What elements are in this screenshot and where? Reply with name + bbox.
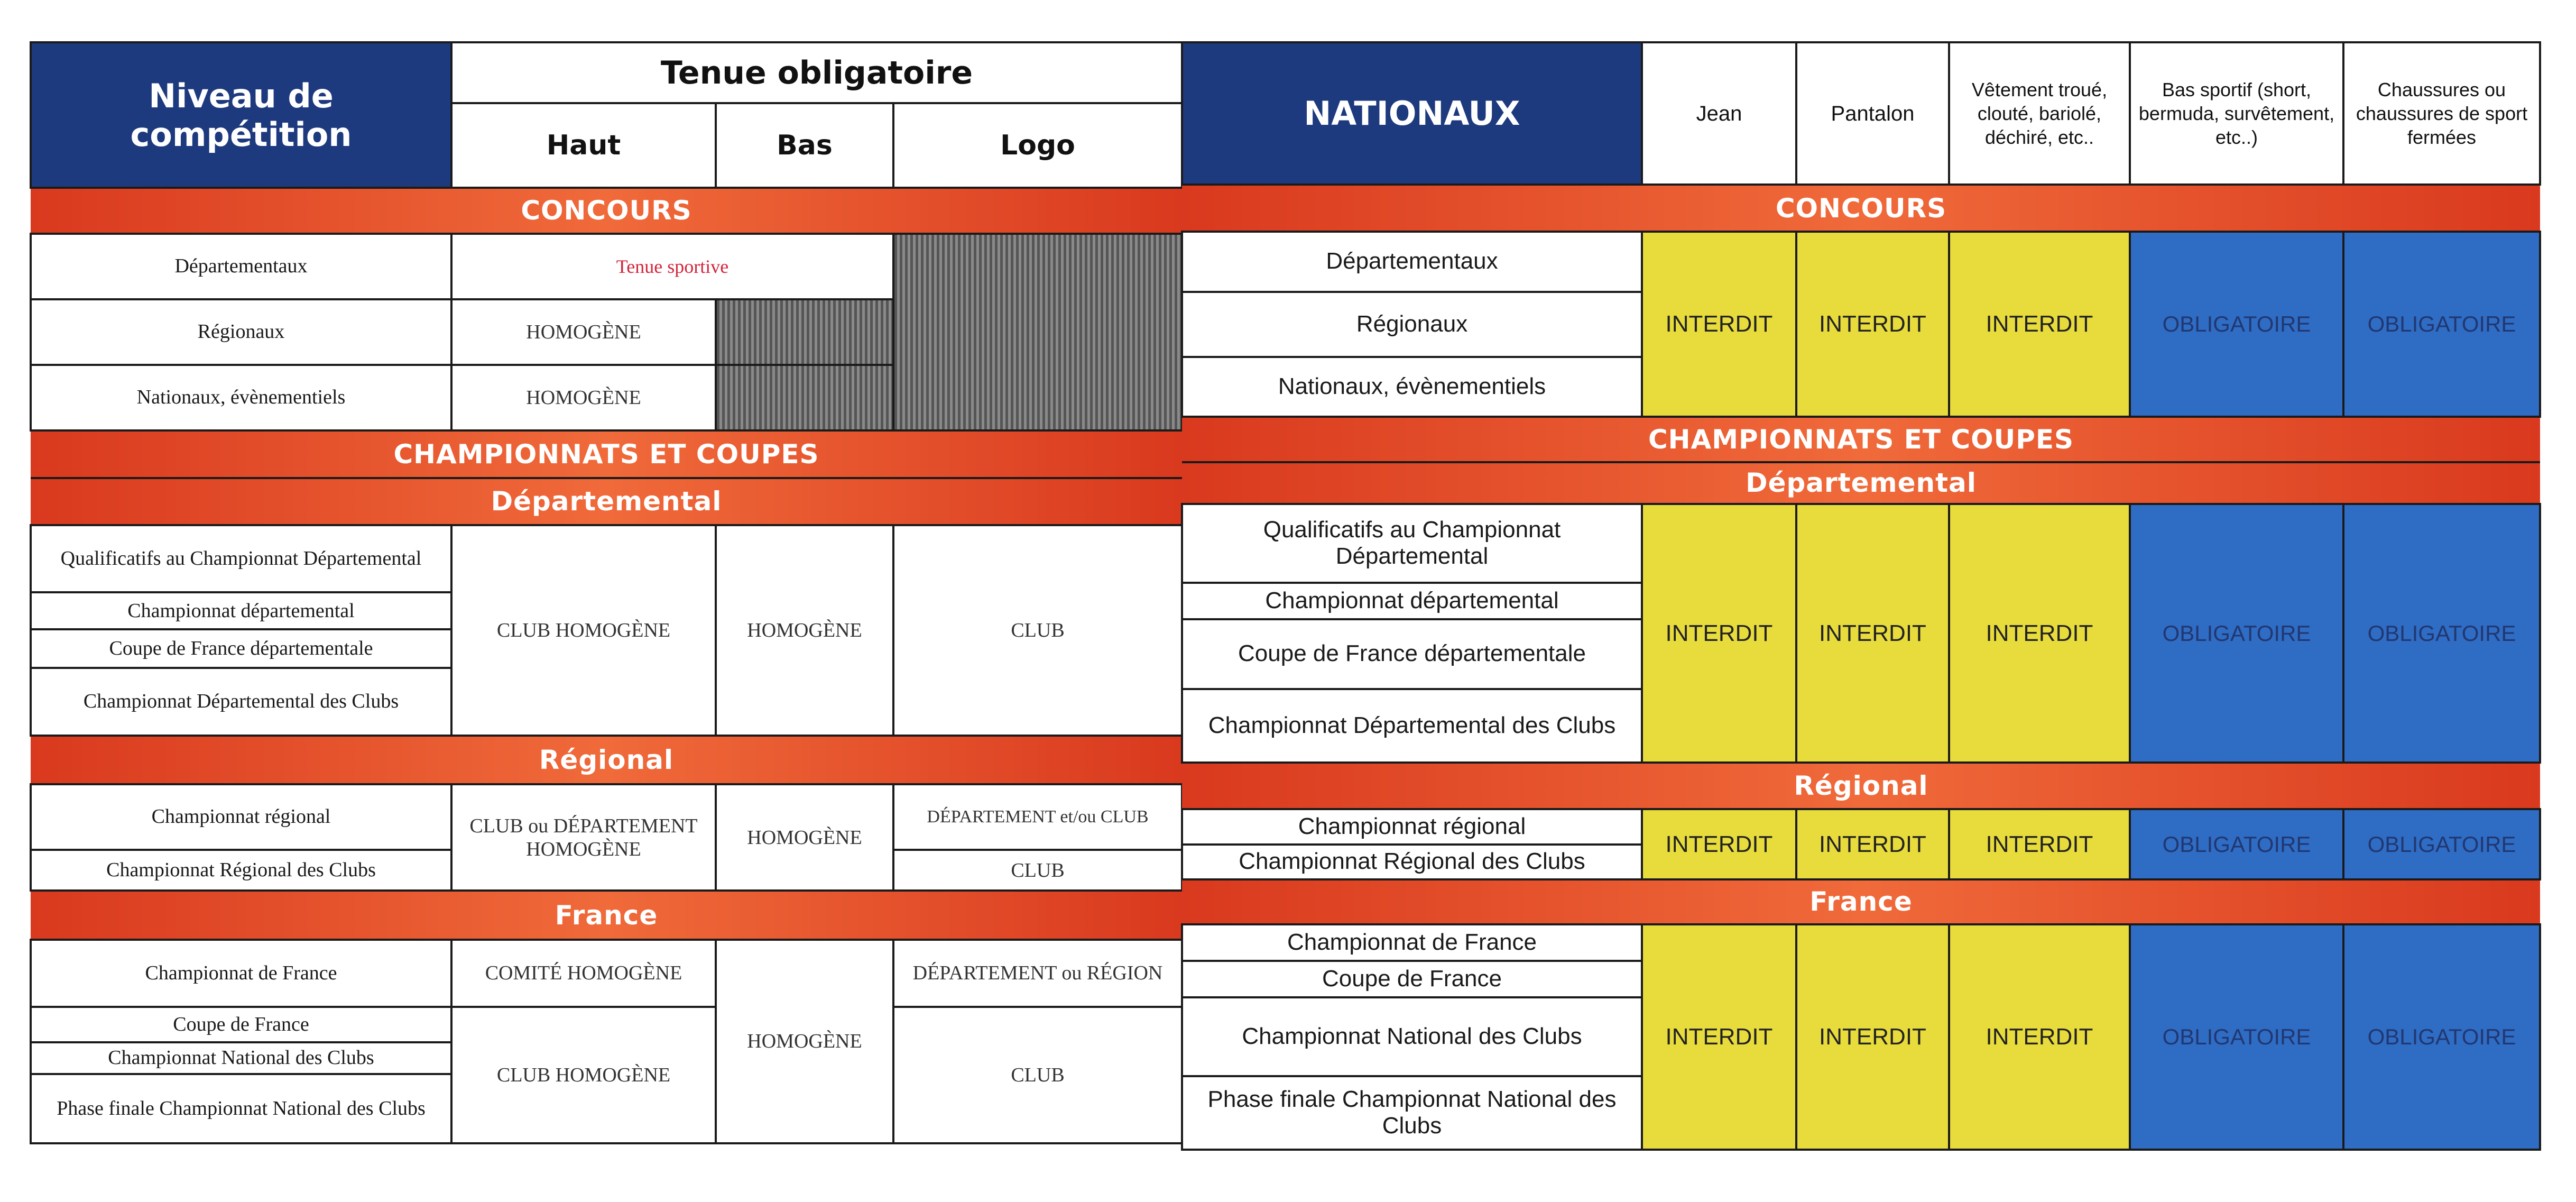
regional-band-right: Régional <box>1182 763 2540 809</box>
nationaux-evenementiels-label: Nationaux, évènementiels <box>31 365 451 430</box>
left-table <box>30 41 1183 1144</box>
vetement-header: Vêtement troué, clouté, bariolé, déchiré, etc.. <box>1949 42 2130 185</box>
france-band: France <box>31 891 1182 939</box>
niveau-header: Niveau de compétition <box>31 42 451 188</box>
fr-jean: INTERDIT <box>1642 924 1796 1150</box>
nationaux-haut: HOMOGÈNE <box>451 365 716 430</box>
champ-regional-clubs-label-right: Championnat Régional des Clubs <box>1182 845 1642 879</box>
phase-finale-label: Phase finale Championnat National des Clubs <box>31 1074 451 1143</box>
reg-pantalon: INTERDIT <box>1796 809 1949 879</box>
fr-logo-2: CLUB <box>893 1007 1182 1143</box>
dep-pantalon: INTERDIT <box>1796 504 1949 763</box>
championnats-band: CHAMPIONNATS ET COUPES <box>31 430 1182 478</box>
fr-bas-sportif: OBLIGATOIRE <box>2130 924 2343 1150</box>
qualificatifs-label-right: Qualificatifs au Championnat Départemental <box>1182 504 1642 582</box>
dep-bas-sportif: OBLIGATOIRE <box>2130 504 2343 763</box>
regionaux-bas-hatched <box>716 299 893 365</box>
regionaux-haut: HOMOGÈNE <box>451 299 716 365</box>
champ-regional-label: Championnat régional <box>31 784 451 850</box>
champ-regional-label-right: Championnat régional <box>1182 809 1642 844</box>
nationaux-header: NATIONAUX <box>1182 42 1642 185</box>
concours-band: CONCOURS <box>31 188 1182 233</box>
coupe-france-dep-label: Coupe de France départementale <box>31 629 451 668</box>
concours-jean: INTERDIT <box>1642 232 1796 417</box>
tenue-header: Tenue obligatoire <box>451 42 1182 103</box>
pantalon-header: Pantalon <box>1796 42 1949 185</box>
coupe-france-dep-label-right: Coupe de France départementale <box>1182 619 1642 689</box>
fr-pantalon: INTERDIT <box>1796 924 1949 1150</box>
regionaux-label-right: Régionaux <box>1182 292 1642 357</box>
concours-pantalon: INTERDIT <box>1796 232 1949 417</box>
reg-haut: CLUB ou DÉPARTEMENT HOMOGÈNE <box>451 784 716 891</box>
departementaux-label-right: Départementaux <box>1182 232 1642 292</box>
concours-chaussures: OBLIGATOIRE <box>2343 232 2540 417</box>
logo-header: Logo <box>893 103 1182 188</box>
reg-logo-2: CLUB <box>893 850 1182 891</box>
champ-france-label: Championnat de France <box>31 940 451 1007</box>
departementaux-label: Départementaux <box>31 234 451 299</box>
fr-chaussures: OBLIGATOIRE <box>2343 924 2540 1150</box>
reg-bas: HOMOGÈNE <box>716 784 893 891</box>
fr-haut-1: COMITÉ HOMOGÈNE <box>451 940 716 1007</box>
dep-jean: INTERDIT <box>1642 504 1796 763</box>
champ-dep-label-right: Championnat départemental <box>1182 583 1642 619</box>
concours-bas-sportif: OBLIGATOIRE <box>2130 232 2343 417</box>
reg-chaussures: OBLIGATOIRE <box>2343 809 2540 879</box>
bas-header: Bas <box>716 103 893 188</box>
departemental-band-right: Départemental <box>1182 462 2540 504</box>
coupe-france-label: Coupe de France <box>31 1007 451 1042</box>
fr-logo-1: DÉPARTEMENT ou RÉGION <box>893 940 1182 1007</box>
fr-vetement: INTERDIT <box>1949 924 2130 1150</box>
champ-dep-clubs-label-right: Championnat Départemental des Clubs <box>1182 689 1642 763</box>
champ-dep-label: Championnat départemental <box>31 592 451 629</box>
logo-hatched <box>893 234 1182 431</box>
dep-logo: CLUB <box>893 525 1182 735</box>
jean-header: Jean <box>1642 42 1796 185</box>
right-table <box>1181 41 2541 1151</box>
concours-vetement: INTERDIT <box>1949 232 2130 417</box>
departemental-band: Départemental <box>31 478 1182 525</box>
champ-national-clubs-label-right: Championnat National des Clubs <box>1182 997 1642 1076</box>
reg-logo-1: DÉPARTEMENT et/ou CLUB <box>893 784 1182 850</box>
dep-bas: HOMOGÈNE <box>716 525 893 735</box>
phase-finale-label-right: Phase finale Championnat National des Clubs <box>1182 1076 1642 1150</box>
reg-jean: INTERDIT <box>1642 809 1796 879</box>
champ-france-label-right: Championnat de France <box>1182 924 1642 961</box>
coupe-france-label-right: Coupe de France <box>1182 961 1642 997</box>
regional-band: Régional <box>31 736 1182 784</box>
champ-dep-clubs-label: Championnat Départemental des Clubs <box>31 668 451 735</box>
champ-regional-clubs-label: Championnat Régional des Clubs <box>31 850 451 891</box>
dep-vetement: INTERDIT <box>1949 504 2130 763</box>
haut-header: Haut <box>451 103 716 188</box>
regionaux-label: Régionaux <box>31 299 451 365</box>
champ-national-clubs-label: Championnat National des Clubs <box>31 1042 451 1075</box>
bas-sportif-header: Bas sportif (short, bermuda, survêtement, etc..) <box>2130 42 2343 185</box>
championnats-band-right: CHAMPIONNATS ET COUPES <box>1182 417 2540 462</box>
fr-bas: HOMOGÈNE <box>716 940 893 1143</box>
reg-bas-sportif: OBLIGATOIRE <box>2130 809 2343 879</box>
dep-chaussures: OBLIGATOIRE <box>2343 504 2540 763</box>
chaussures-header: Chaussures ou chaussures de sport fermées <box>2343 42 2540 185</box>
nationaux-bas-hatched <box>716 365 893 430</box>
nationaux-evenementiels-label-right: Nationaux, évènementiels <box>1182 357 1642 417</box>
tenue-sportive: Tenue sportive <box>451 234 893 299</box>
france-band-right: France <box>1182 879 2540 924</box>
qualificatifs-label: Qualificatifs au Championnat Départemental <box>31 525 451 592</box>
reg-vetement: INTERDIT <box>1949 809 2130 879</box>
concours-band-right: CONCOURS <box>1182 185 2540 231</box>
dep-haut: CLUB HOMOGÈNE <box>451 525 716 735</box>
fr-haut-2: CLUB HOMOGÈNE <box>451 1007 716 1143</box>
